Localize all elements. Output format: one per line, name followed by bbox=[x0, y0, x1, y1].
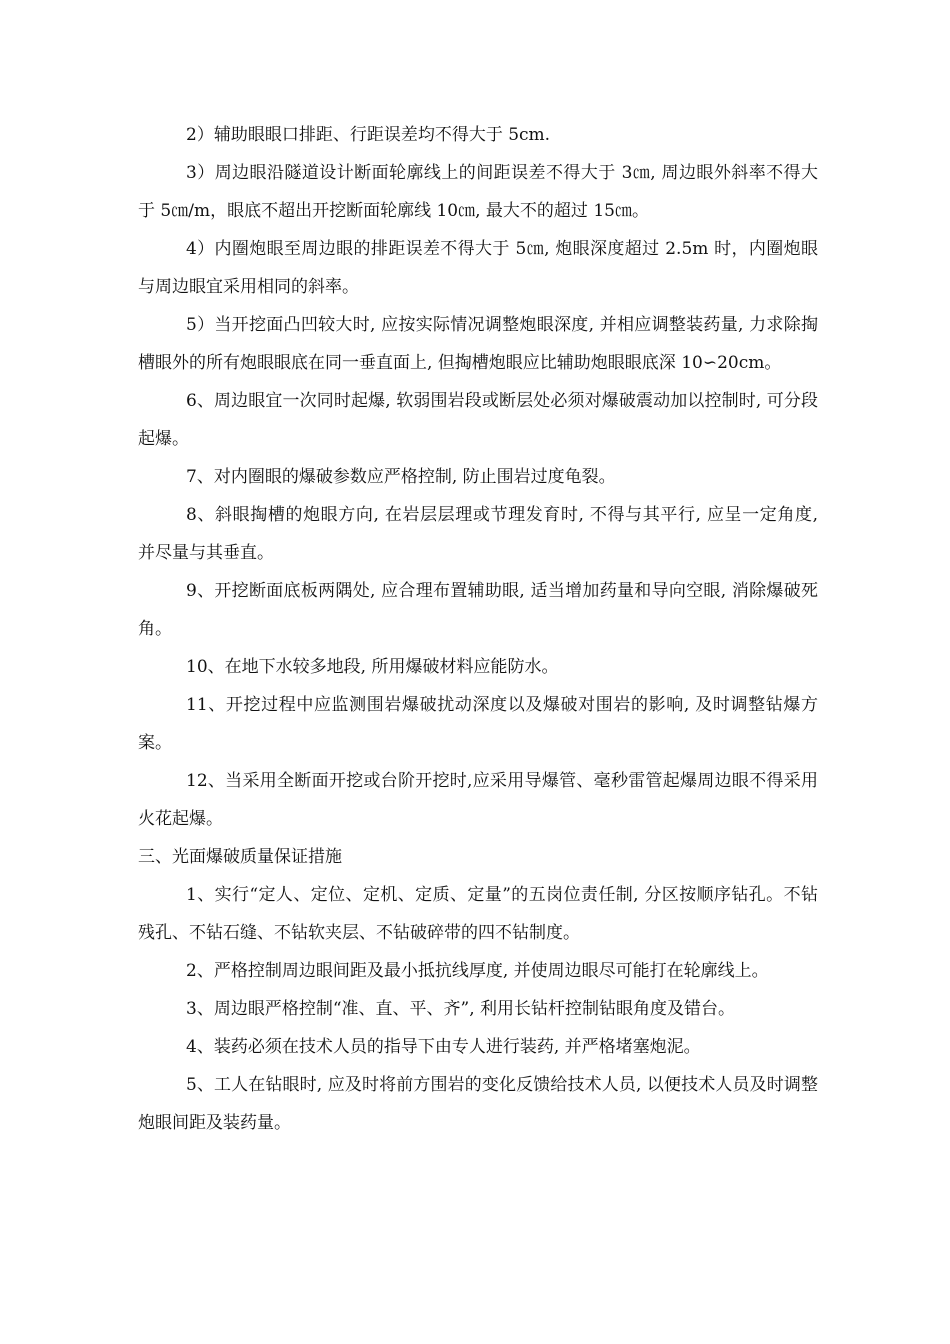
paragraph-measure-5: 5、工人在钻眼时, 应及时将前方围岩的变化反馈给技术人员, 以便技术人员及时调整炮眼间距及装药量。 bbox=[138, 1075, 818, 1133]
paragraph-item-9-floor-corners: 9、开挖断面底板两隅处, 应合理布置辅助眼, 适当增加药量和导向空眼, 消除爆破死角。 bbox=[138, 581, 818, 639]
paragraph-item-12-ignition: 12、当采用全断面开挖或台阶开挖时,应采用导爆管、毫秒雷管起爆周边眼不得采用火花起爆。 bbox=[138, 771, 818, 829]
paragraph-item-6-detonation: 6、周边眼宜一次同时起爆, 软弱围岩段或断层处必须对爆破震动加以控制时, 可分段起爆。 bbox=[138, 391, 818, 449]
paragraph-item-5-uneven-face: 5）当开挖面凸凹较大时, 应按实际情况调整炮眼深度, 并相应调整装药量, 力求除掏槽眼外的所有炮眼眼底在同一垂直面上, 但掏槽炮眼应比辅助炮眼眼底深 10∽20cm。 bbox=[138, 315, 818, 373]
paragraph-measure-1: 1、实行“定人、定位、定机、定质、定量”的五岗位责任制, 分区按顺序钻孔。不钻残孔、不钻石缝、不钻软夹层、不钻破碎带的四不钻制度。 bbox=[138, 885, 818, 943]
paragraph-item-2-spacing: 2）辅助眼眼口排距、行距误差均不得大于 5cm. bbox=[186, 125, 551, 145]
paragraph-item-8-cut-direction: 8、斜眼掏槽的炮眼方向, 在岩层层理或节理发育时, 不得与其平行, 应呈一定角度, 并尽量与其垂直。 bbox=[138, 505, 818, 563]
paragraph-measure-4: 4、装药必须在技术人员的指导下由专人进行装药, 并严格堵塞炮泥。 bbox=[186, 1037, 701, 1057]
paragraph-item-4-inner-ring: 4）内圈炮眼至周边眼的排距误差不得大于 5㎝, 炮眼深度超过 2.5m 时，内圈炮眼与周边眼宜采用相同的斜率。 bbox=[138, 239, 818, 297]
paragraph-item-3-perimeter-holes: 3）周边眼沿隧道设计断面轮廓线上的间距误差不得大于 3㎝, 周边眼外斜率不得大于 5㎝/m，眼底不超出开挖断面轮廓线 10㎝, 最大不的超过 15㎝。 bbox=[138, 163, 818, 221]
paragraph-item-11-monitoring: 11、开挖过程中应监测围岩爆破扰动深度以及爆破对围岩的影响, 及时调整钻爆方案。 bbox=[138, 695, 818, 753]
paragraph-measure-3: 3、周边眼严格控制“准、直、平、齐”, 利用长钻杆控制钻眼角度及错台。 bbox=[186, 999, 736, 1019]
paragraph-item-10-waterproof: 10、在地下水较多地段, 所用爆破材料应能防水。 bbox=[186, 657, 559, 677]
paragraph-measure-2: 2、严格控制周边眼间距及最小抵抗线厚度, 并使周边眼尽可能打在轮廓线上。 bbox=[186, 961, 769, 981]
section-heading: 三、光面爆破质量保证措施 bbox=[138, 847, 342, 867]
document-page bbox=[138, 116, 818, 1142]
paragraph-item-7-parameters: 7、对内圈眼的爆破参数应严格控制, 防止围岩过度龟裂。 bbox=[186, 467, 616, 487]
